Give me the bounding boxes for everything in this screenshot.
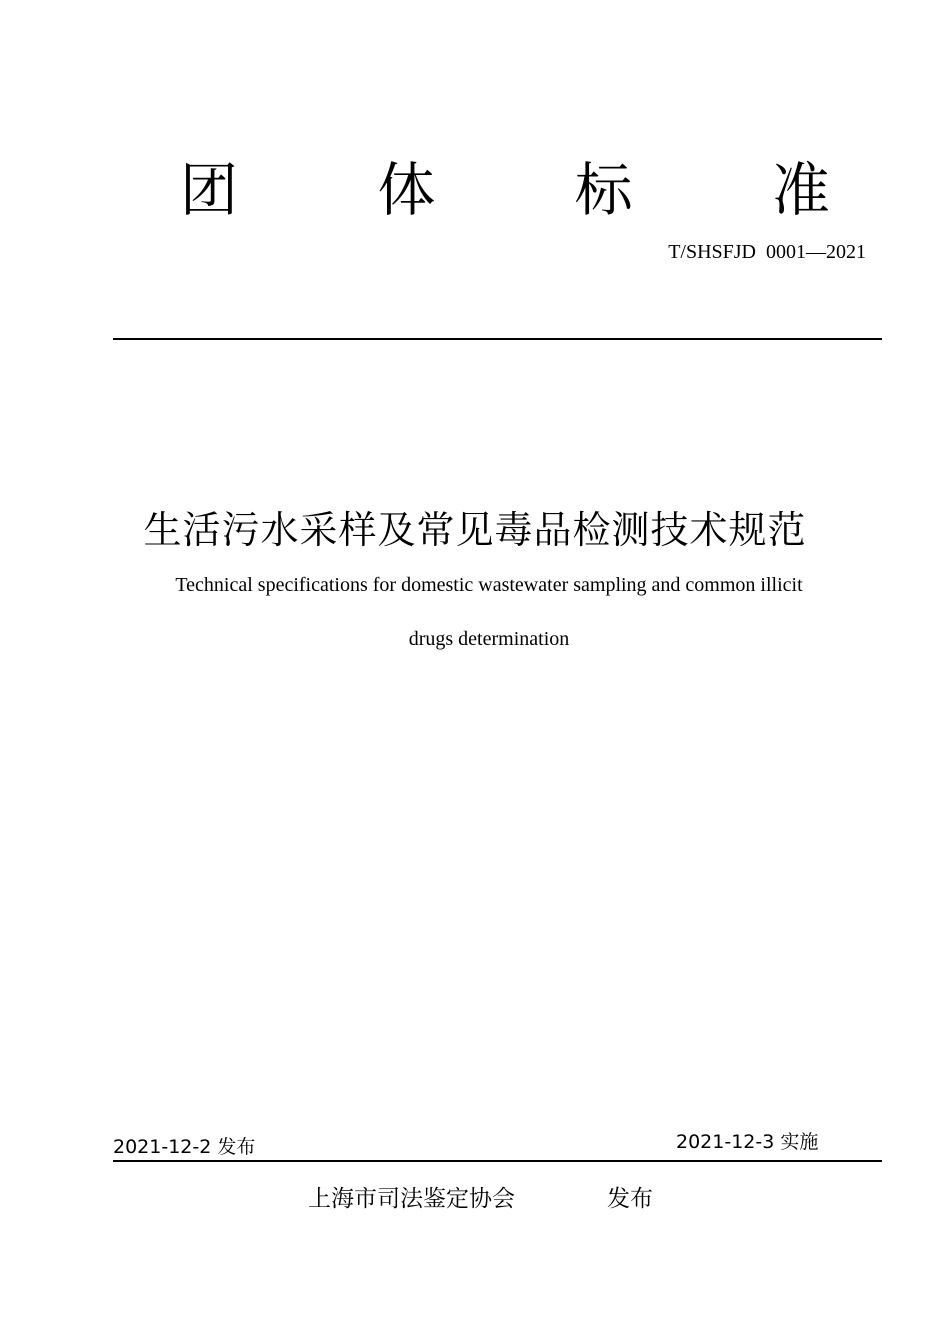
heading-char: 团 — [180, 156, 239, 224]
publisher-action: 发布 — [607, 1186, 653, 1212]
heading-char: 准 — [771, 156, 830, 224]
standard-code: T/SHSFJD 0001—2021 — [668, 241, 866, 263]
bottom-divider — [113, 1160, 882, 1162]
heading-char: 体 — [377, 156, 436, 224]
publisher-name: 上海市司法鉴定协会 — [308, 1186, 515, 1212]
top-divider — [113, 338, 882, 340]
document-title-chinese: 生活污水采样及常见毒品检测技术规范 — [143, 508, 807, 552]
publish-date: 2021-12-2 发布 — [113, 1136, 256, 1158]
effective-date: 2021-12-3 实施 — [676, 1131, 819, 1153]
standard-type-heading — [180, 150, 830, 230]
document-title-english-line1: Technical specifications for domestic wastewater sampling and common illicit — [175, 574, 803, 596]
heading-char: 标 — [574, 156, 633, 224]
document-title-english-line2: drugs determination — [408, 628, 570, 650]
